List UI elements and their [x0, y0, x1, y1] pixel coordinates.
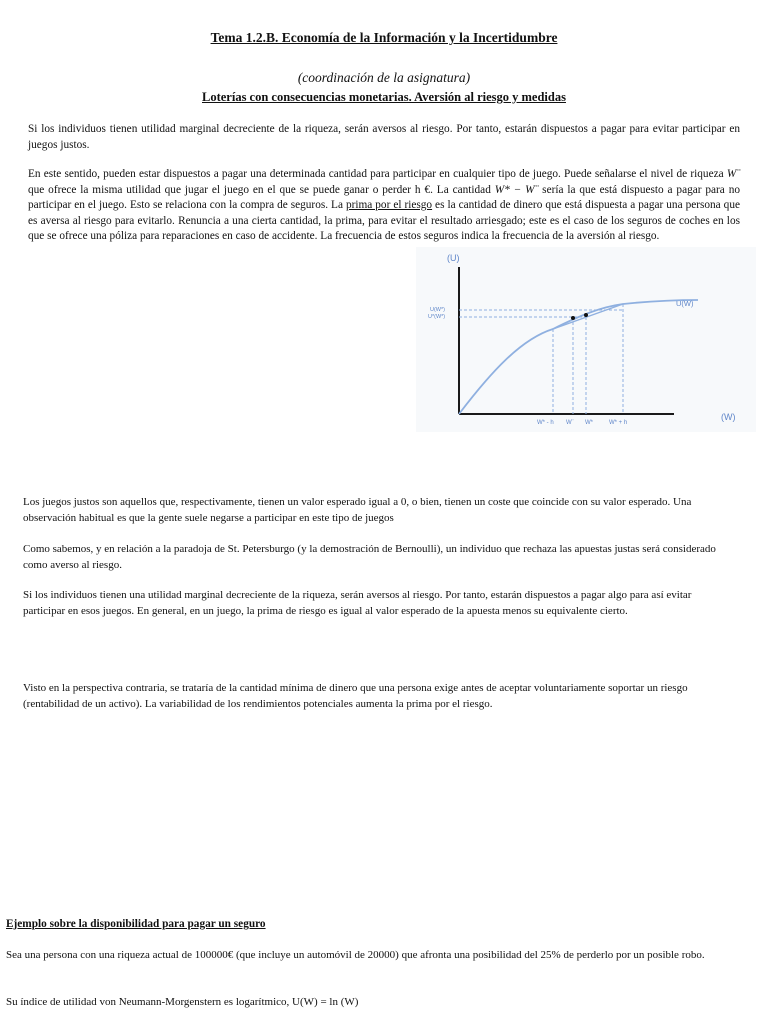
point-expected: [584, 313, 588, 317]
point-certain: [571, 316, 575, 320]
risk-premium-term: prima por el riesgo: [345, 199, 433, 211]
paragraph-4: Como sabemos, y en relación a la paradoja de St. Petersburgo (y la demostración de Bernoulli), un individuo que rechaza las apuestas justas será considerado como averso al riesgo.: [23, 543, 716, 571]
paragraph-7: Sea una persona con una riqueza actual de 100000€ (que incluye un automóvil de 20000) que afronta una posibilidad del 25% de perderlo por un posible robo.: [6, 949, 705, 961]
paragraph-3: Los juegos justos son aquellos que, respectivamente, tienen un valor esperado igual a 0, o bien, tienen un coste que coincide con su valor esperado. Una observación habitual es que la gente suele negarse a participar en este tipo de juegos: [23, 496, 692, 524]
paragraph-2-text-a: En este sentido, pueden estar dispuestos a pagar una determinada cantidad para participar en cualquier tipo de juego. Puede señalarse el nivel de riqueza: [28, 168, 727, 180]
x-tick-label-2: W¨: [566, 420, 574, 426]
y-tick-label-1: U(W*): [430, 307, 445, 313]
paragraph-2-text-d: es la cantidad de dinero que está dispuesta a pagar una persona que es aversa al riesgo para evitarlo. Renuncia a una cierta cantidad, la prima, para evitar el resultado arriesgado; este es el caso de los seguros de coches en los que se ofrece una póliza para reparaciones en caso de accidente. La frecuencia de estos seguros indica la frecuencia de la aversión al riesgo.: [28, 199, 740, 242]
utility-chart-svg: [416, 247, 756, 432]
math-risk-premium: W* − W¨: [494, 183, 539, 196]
paragraph-1: Si los individuos tienen utilidad marginal decreciente de la riqueza, serán aversos al riesgo. Por tanto, estarán dispuestos a pagar para evitar participar en juegos justos.: [28, 123, 740, 151]
document-title: Tema 1.2.B. Economía de la Información y la Incertidumbre: [210, 30, 558, 45]
paragraph-5: Si los individuos tienen una utilidad marginal decreciente de la riqueza, serán aversos al riesgo. Por tanto, estarán dispuestos a pagar algo para así evitar participar en esos juegos. En general, en un juego, la prima de riesgo es igual al valor esperado de la apuesta menos su equivalente cierto.: [23, 589, 692, 617]
y-tick-label-2: U*(W*): [428, 314, 446, 320]
paragraph-2: [28, 167, 740, 245]
utility-figure: [416, 247, 756, 432]
x-tick-label-1: W* - h: [537, 420, 554, 426]
x-tick-label-3: W*: [585, 420, 593, 426]
paragraph-2-text-c: sería la que está dispuesto a pagar para no participar en el juego. Esto se relaciona con la compra de seguros. La: [28, 183, 740, 211]
document-subtitle: (coordinación de la asignatura): [297, 70, 471, 85]
curve-label: U(W): [676, 299, 694, 308]
paragraph-6: Visto en la perspectiva contraria, se trataría de la cantidad mínima de dinero que una persona exige antes de aceptar voluntariamente soportar un riesgo (rentabilidad de un activo). La variabilidad de los rendimientos potenciales aumenta la prima por el riesgo.: [23, 682, 688, 710]
section-title: Loterías con consecuencias monetarias. Aversión al riesgo y medidas: [202, 90, 566, 104]
x-axis-label: (W): [721, 412, 736, 422]
math-w-certain: W¨: [726, 168, 740, 180]
chord-line: [553, 304, 623, 329]
paragraph-2-text-b: que ofrece la misma utilidad que jugar el juego en el que se puede ganar o perder h €. La cantidad: [28, 183, 495, 196]
x-tick-label-4: W* + h: [609, 420, 628, 426]
example-heading: Ejemplo sobre la disponibilidad para pagar un seguro: [6, 918, 266, 930]
y-axis-label: (U): [447, 253, 460, 263]
paragraph-8: Su índice de utilidad von Neumann-Morgenstern es logarítmico, U(W) = ln (W): [6, 996, 359, 1008]
